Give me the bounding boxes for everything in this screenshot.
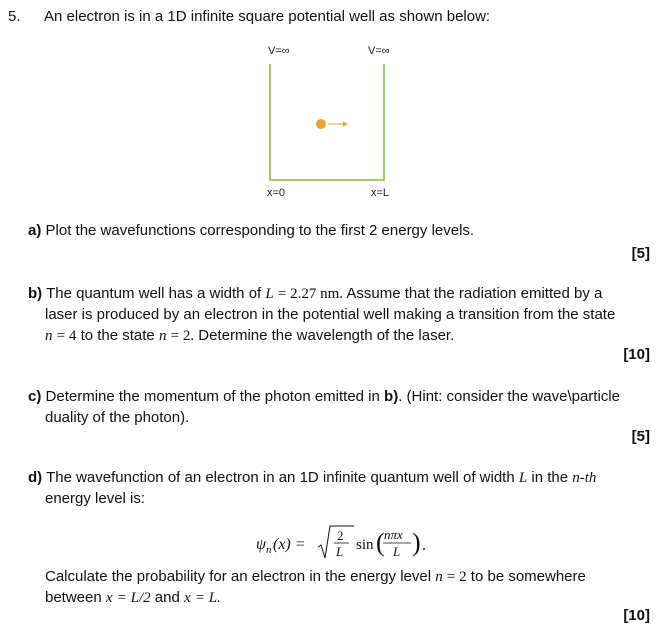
part-d-line2: energy level is:: [45, 490, 146, 507]
part-b-text-3a: to the state: [80, 327, 155, 344]
part-b-n-initial-eq: = 4: [56, 328, 77, 344]
psi-argument: (x) =: [273, 536, 306, 553]
question-title: An electron is in a 1D infinite square potential well as shown below:: [44, 8, 491, 25]
part-c-text-1b: . (Hint: consider the wave\particle: [398, 388, 620, 405]
part-d-upper-eq: = L.: [194, 590, 221, 606]
potential-well-svg: [250, 38, 410, 203]
electron-icon: [316, 119, 326, 129]
well-walls: [270, 64, 384, 180]
part-b-n-final: n: [158, 328, 167, 344]
part-b-text-1a: The quantum well has a width of: [46, 285, 262, 302]
potential-well-diagram: [250, 38, 410, 203]
part-c-marks: [5]: [631, 428, 650, 445]
formula-period: .: [422, 537, 426, 554]
sine-function: sin: [356, 537, 374, 553]
part-d-line4: [45, 587, 221, 609]
psi-subscript: n: [266, 544, 272, 556]
part-d-text-4a: between: [45, 589, 102, 606]
part-d-marks: [10]: [623, 607, 650, 624]
part-a-marks: [5]: [631, 245, 650, 262]
part-b-L: L: [265, 286, 274, 302]
sine-arg-denominator: L: [393, 544, 401, 559]
left-position-label: x=0: [267, 187, 286, 199]
wavefunction-formula: [256, 520, 436, 564]
part-d-n-eq: = 2: [446, 569, 467, 585]
part-d-nth: n-th: [572, 470, 597, 486]
part-d-line1: [28, 467, 650, 489]
open-paren-icon: (: [376, 528, 385, 557]
part-d-text-1b: in the: [531, 469, 569, 486]
part-c-label: c): [28, 388, 42, 405]
part-b-width-eq: = 2.27 nm.: [277, 286, 344, 302]
part-d-line3: [45, 566, 650, 588]
part-a: [28, 220, 474, 241]
arrow-head-icon: [343, 122, 348, 127]
part-d-text-1a: The wavefunction of an electron in an 1D infinite quantum well of width: [46, 469, 515, 486]
part-a-label: a): [28, 222, 42, 239]
part-d-x-upper: x: [184, 590, 191, 606]
part-d-x-lower: x: [105, 590, 113, 606]
part-a-text: Plot the wavefunctions corresponding to the first 2 energy levels.: [45, 222, 475, 239]
part-d-lower-eq: = L/2: [116, 590, 151, 606]
part-d-L: L: [518, 470, 528, 486]
part-d-label: d): [28, 469, 43, 486]
part-c-line1: [28, 386, 620, 407]
right-position-label: x=L: [371, 187, 390, 199]
part-b-n-final-eq: = 2.: [170, 328, 195, 344]
part-b-text-1b: Assume that the radiation emitted by a: [346, 285, 603, 302]
part-c-text-1a: Determine the momentum of the photon emitted in: [45, 388, 380, 405]
psi-symbol: ψ: [256, 536, 266, 553]
left-potential-label: V=∞: [268, 45, 290, 57]
part-b-marks: [10]: [623, 346, 650, 363]
part-d-text-3b: to be somewhere: [470, 568, 586, 585]
part-b-line1: [28, 283, 650, 305]
sqrt-numerator: 2: [337, 528, 344, 543]
part-b-text-3b: Determine the wavelength of the laser.: [198, 327, 455, 344]
part-d-and: and: [154, 589, 180, 606]
part-c-ref: b): [384, 388, 399, 405]
wavefunction-formula-svg: [256, 520, 436, 564]
right-potential-label: V=∞: [368, 45, 390, 57]
sine-arg-numerator: nπx: [384, 527, 403, 542]
close-paren-icon: ): [412, 528, 421, 557]
sqrt-denominator: L: [336, 544, 344, 559]
part-d-text-3a: Calculate the probability for an electron in the energy level: [45, 568, 432, 585]
part-d-n: n: [435, 569, 443, 585]
part-b-n-initial: n: [45, 328, 53, 344]
part-b-line3: [45, 325, 454, 347]
part-c-line2: duality of the photon).: [45, 409, 190, 426]
question-number: 5.: [8, 8, 21, 25]
part-b-label: b): [28, 285, 43, 302]
part-b-line2: laser is produced by an electron in the potential well making a transition from the state: [45, 306, 616, 323]
